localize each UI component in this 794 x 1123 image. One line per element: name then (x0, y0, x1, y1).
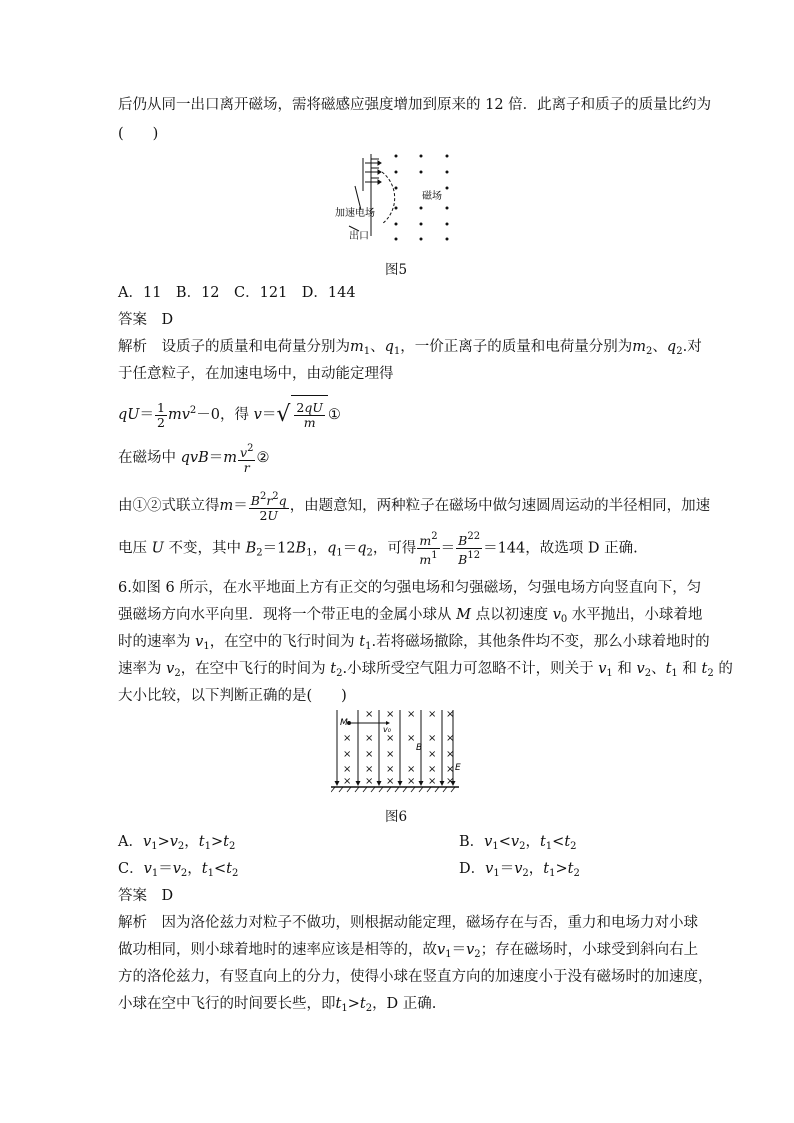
q6-stem-line1: 6.如图 6 所示，在水平地面上方有正交的匀强电场和匀强磁场，匀强电场方向竖直向下，匀 (118, 580, 702, 596)
q6-option-c: C．$v_1=v_2$，$t_1<t_2$ (118, 861, 239, 879)
q5-equation-2: 在磁场中 qvB＝m $\frac{v^2}{r}$ ② (118, 442, 270, 475)
q5-equation-1: qU＝ $\frac{1}{2}$ $mv^2-0$，得 v＝√ $\frac{2qU}{m}$ ① (118, 392, 341, 434)
field-cross-mark: × (407, 776, 416, 787)
field-cross-mark: × (386, 733, 395, 744)
q6-options-row1 (118, 832, 678, 857)
field-cross-mark: × (386, 749, 395, 760)
q5-equation-4: 电压 U 不变，其中 $B_2=12B_1$，$q_1=q_2$，可得 $\frac{m^2}{m^1}$ ＝ $\frac{B^{22}}{B^{12}}$ ＝144，故选项 D 正确. (118, 531, 638, 567)
q6-stem-line4: 速率为 $v_2$，在空中飞行的时间为 $t_2$.小球所受空气阻力可忽略不计，则关于 $v_1$ 和 $v_2$、$t_1$ 和 $t_2$ 的 (118, 661, 733, 679)
q6-stem-line5: 大小比较，以下判断正确的是( ) (118, 688, 347, 704)
q5-stem-line: 后仍从同一出口离开磁场，需将磁感应强度增加到原来的 12 倍．此离子和质子的质量比约为 (118, 97, 712, 113)
figure-6-v0-label: v₀ (383, 725, 391, 734)
q6-answer: 答案 D (118, 888, 174, 904)
field-cross-mark: × (428, 776, 437, 787)
field-cross-mark: × (446, 764, 455, 775)
q6-analysis-line2: 做功相同，则小球着地时的速率应该是相等的，故$v_1=v_2$；存在磁场时，小球受到斜向右上 (118, 942, 699, 960)
field-cross-mark: × (386, 709, 395, 720)
q6-analysis-line4: 小球在空中飞行的时间要长些，即$t_1>t_2$，D 正确. (118, 996, 437, 1014)
field-cross-mark: × (446, 733, 455, 744)
field-cross-mark: × (343, 733, 352, 744)
figure-5-accel-label: 加速电场 (335, 208, 375, 219)
figure-5-field-label: 磁场 (422, 191, 442, 202)
q6-stem-line2: 强磁场方向水平向里．现将一个带正电的金属小球从 M 点以初速度 $v_0$ 水平抛出，小球着地 (118, 607, 703, 625)
q5-options: A．11 B．12 C．121 D．144 (118, 285, 356, 301)
field-cross-mark: × (407, 733, 416, 744)
field-cross-mark: × (446, 776, 455, 787)
q5-stem-paren: ( ) (118, 126, 159, 142)
field-cross-mark: × (446, 749, 455, 760)
q6-analysis-line1: 解析 因为洛伦兹力对粒子不做功，则根据动能定理，磁场存在与否，重力和电场力对小球 (118, 915, 698, 931)
figure-6-E-label: E (455, 763, 461, 773)
q6-analysis-line3: 方的洛伦兹力，有竖直向上的分力，使得小球在竖直方向的加速度小于没有磁场时的加速度， (118, 969, 713, 985)
q5-analysis-line1: 解析 设质子的质量和电荷量分别为$m_1$、$q_1$，一价正离子的质量和电荷量分别为$m_2$、$q_2$.对 (118, 339, 702, 357)
field-cross-mark: × (428, 749, 437, 760)
field-cross-mark: × (386, 776, 395, 787)
figure-5-caption: 图5 (385, 262, 408, 278)
field-cross-mark: × (428, 733, 437, 744)
q5-answer: 答案 D (118, 312, 174, 328)
field-cross-mark: × (365, 764, 374, 775)
q5-analysis-line2: 于任意粒子，在加速电场中，由动能定理得 (118, 366, 394, 382)
field-cross-mark: × (428, 764, 437, 775)
field-cross-mark: × (343, 764, 352, 775)
figure-5 (335, 148, 460, 246)
q6-option-b: B．$v_1<v_2$，$t_1<t_2$ (459, 834, 577, 852)
field-cross-mark: × (407, 709, 416, 720)
q5-equation-3: 由①②式联立得m＝ $\frac{B^2r^2q}{2U}$ ，由题意知，两种粒子在磁场中做匀速圆周运动的半径相同，加速 (118, 490, 711, 523)
field-cross-mark: × (446, 709, 455, 720)
q6-options-row2 (118, 859, 678, 884)
figure-6 (331, 708, 463, 798)
q6-stem-line3: 时的速率为 $v_1$，在空中的飞行时间为 $t_1$.若将磁场撤除，其他条件均不变，那么小球着地时的 (118, 634, 710, 652)
field-cross-mark: × (365, 709, 374, 720)
field-cross-mark: × (386, 764, 395, 775)
field-cross-mark: × (407, 764, 416, 775)
figure-6-caption: 图6 (385, 809, 408, 825)
field-cross-mark: × (343, 776, 352, 787)
q6-option-a: A．$v_1>v_2$，$t_1>t_2$ (118, 834, 236, 852)
figure-6-M-label: M (340, 718, 348, 728)
figure-6-B-label: B (416, 743, 423, 753)
field-cross-mark: × (428, 709, 437, 720)
field-cross-mark: × (365, 733, 374, 744)
q6-option-d: D．$v_1=v_2$，$t_1>t_2$ (459, 861, 580, 879)
figure-5-exit-label: 出口 (349, 231, 369, 242)
field-cross-mark: × (343, 749, 352, 760)
field-cross-mark: × (365, 776, 374, 787)
field-cross-mark: × (365, 749, 374, 760)
